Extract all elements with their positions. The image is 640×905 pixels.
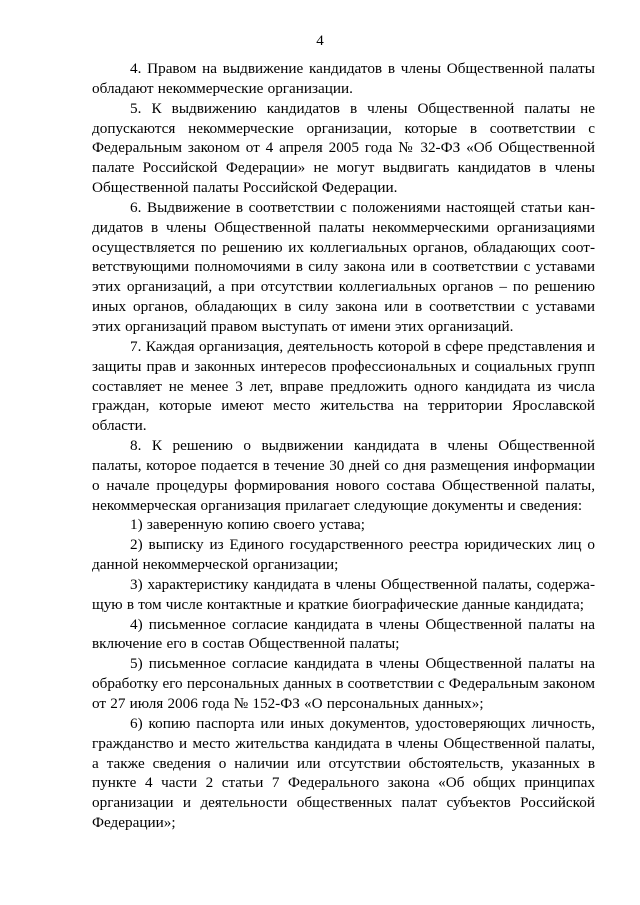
paragraph-item-4: 4. Правом на выдвижение кандидатов в члены Общественной палаты обладают некоммерческие организации. [92,60,595,97]
list-item-5: 5) письменное согласие кандидата в члены Общественной палаты на обработку его персональных данных в соответствии с Федеральным законом от 27 июля 2006 года № 152-ФЗ «О персональных данных»; [92,655,595,712]
list-item-1: 1) заверенную копию своего устава; [130,516,365,534]
document-body [92,59,595,833]
page-number: 4 [316,33,324,49]
list-item-2: 2) выписку из Единого государственного реестра юридических лиц о данной некоммерческой организации; [92,536,595,574]
paragraph-item-5: 5. К выдвижению кандидатов в члены Общественной палаты не допускаются некоммерческие организации, которые в соответствии с Федеральным законом от 4 апреля 2005 года № 32-ФЗ «Об Общественной палате Российской Федерации» не могут выдвигать кандидатов в члены Общественной палаты Российской Федерации. [92,99,595,197]
paragraph-item-7: 7. Каждая организация, деятельность которой в сфере представления и защиты прав и законных интересов профессиональных и социальных групп составляет не менее 3 лет, вправе предложить одного кандидата из числа граждан, которые имеют место жительства на территории Ярославской области. [92,337,595,435]
paragraph-item-6: 6. Выдвижение в соответствии с положениями настоящей статьи кандидатов в члены Общественной палаты некоммерческими организациями осуществляется по решению их коллегиальных органов, обладающих соответствующими полномочиями в силу закона или в соответствии с уставами этих организаций, а при отсутствии коллегиальных органов – по решению иных органов, обладающих в силу закона или в соответствии с уставами этих организаций правом выступать от имени этих организаций. [92,198,595,335]
list-item-6: 6) копию паспорта или иных документов, удостоверяющих личность, гражданство и место жительства кандидата в члены Общественной палаты, а также сведения о наличии или отсутствии обстоятельств, указанных в пункте 4 части 2 статьи 7 Федерального закона «Об общих принципах организации и деятельности общественных палат субъектов Российской Федерации»; [92,714,595,832]
list-item-3: 3) характеристику кандидата в члены Общественной палаты, содержащую в том числе контактные и краткие биографические данные кандидата; [92,575,595,613]
list-item-4: 4) письменное согласие кандидата в члены Общественной палаты на включение его в состав Общественной палаты; [92,615,595,653]
paragraph-item-8: 8. К решению о выдвижении кандидата в члены Общественной палаты, которое подается в течение 30 дней со дня размещения информации о начале процедуры формирования нового состава Общественной палаты, некоммерческая организация прилагает следующие документы и сведения: [92,437,595,514]
